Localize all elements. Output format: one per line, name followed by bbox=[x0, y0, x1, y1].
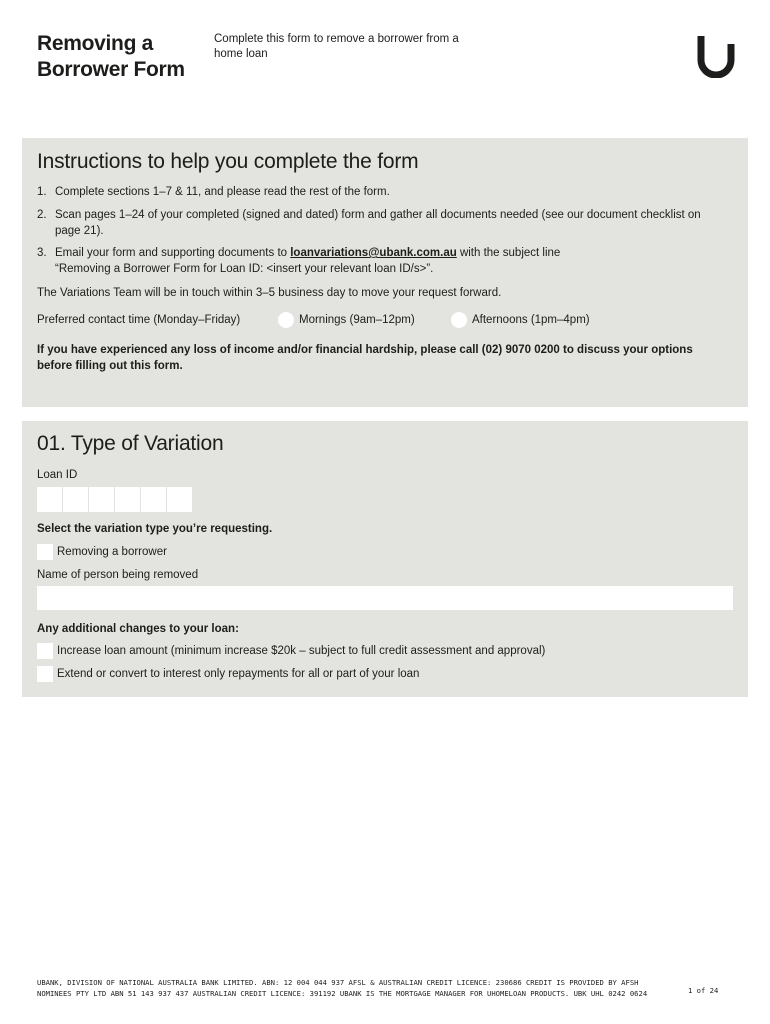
interest-only-label: Extend or convert to interest only repayments for all or part of your loan bbox=[57, 668, 420, 680]
increase-loan-checkbox[interactable] bbox=[37, 643, 53, 659]
variation-type-label: Select the variation type you’re requesting. bbox=[37, 523, 273, 535]
step-text bbox=[55, 245, 715, 277]
step-text: Scan pages 1–24 of your completed (signed and dated) form and gather all documents needed (see our document checklist on page 21). bbox=[55, 209, 701, 237]
mornings-label: Mornings (9am–12pm) bbox=[299, 314, 415, 326]
name-removed-field[interactable] bbox=[37, 586, 733, 610]
step-number: 2. bbox=[37, 209, 47, 221]
form-title: Removing a Borrower Form bbox=[37, 32, 185, 81]
loan-id-box[interactable] bbox=[115, 487, 140, 512]
loan-id-box[interactable] bbox=[141, 487, 166, 512]
additional-changes-label: Any additional changes to your loan: bbox=[37, 623, 239, 635]
afternoons-label: Afternoons (1pm–4pm) bbox=[472, 314, 590, 326]
ubank-logo-icon bbox=[697, 34, 735, 78]
page-number: 1 of 24 bbox=[688, 986, 719, 995]
type-of-variation-section bbox=[22, 421, 748, 697]
team-note: The Variations Team will be in touch within 3–5 business day to move your request forward. bbox=[37, 287, 502, 299]
mornings-radio[interactable] bbox=[278, 312, 294, 328]
instructions-panel bbox=[22, 138, 748, 407]
hardship-note: If you have experienced any loss of income and/or financial hardship, please call (02) 9070 0200 to discuss your options before filling out this form. bbox=[37, 344, 693, 372]
increase-loan-label: Increase loan amount (minimum increase $20k – subject to full credit assessment and approval) bbox=[57, 645, 546, 657]
contact-time-label: Preferred contact time (Monday–Friday) bbox=[37, 314, 241, 326]
loan-id-box[interactable] bbox=[89, 487, 114, 512]
loan-id-box[interactable] bbox=[37, 487, 62, 512]
step-text-part: “Removing a Borrower Form for Loan ID: <insert your relevant loan ID/s>”. bbox=[55, 263, 434, 275]
step-text-part: with the subject line bbox=[456, 247, 561, 259]
legal-footer: UBANK, DIVISION OF NATIONAL AUSTRALIA BANK LIMITED. ABN: 12 004 044 937 AFSL & AUSTRALIAN CREDIT LICENCE: 230686 CREDIT IS PROVIDED BY AFSH NOMINEES PTY LTD ABN 51 143 937 437 AUSTRALIAN CREDIT LICENCE: 391192 UBANK IS THE MORTGAGE MANAGER FOR UHOMELOAN PRODUCTS. UBK UHL 0242 0624 bbox=[37, 978, 648, 998]
name-removed-label: Name of person being removed bbox=[37, 569, 199, 581]
form-subtitle: Complete this form to remove a borrower from a home loan bbox=[214, 33, 459, 60]
loan-id-label: Loan ID bbox=[37, 469, 78, 481]
form-header bbox=[0, 0, 770, 130]
step-number: 3. bbox=[37, 247, 47, 259]
instructions-heading: Instructions to help you complete the form bbox=[37, 150, 419, 173]
step-text: Complete sections 1–7 & 11, and please read the rest of the form. bbox=[55, 186, 390, 198]
email-link[interactable]: loanvariations@ubank.com.au bbox=[290, 247, 457, 259]
afternoons-radio[interactable] bbox=[451, 312, 467, 328]
loan-id-box[interactable] bbox=[63, 487, 88, 512]
step-text-part: Email your form and supporting documents to bbox=[55, 247, 291, 259]
loan-id-box[interactable] bbox=[167, 487, 192, 512]
step-number: 1. bbox=[37, 186, 47, 198]
removing-borrower-checkbox[interactable] bbox=[37, 544, 53, 560]
interest-only-checkbox[interactable] bbox=[37, 666, 53, 682]
removing-borrower-label: Removing a borrower bbox=[57, 546, 167, 558]
section-heading: 01. Type of Variation bbox=[37, 432, 224, 455]
